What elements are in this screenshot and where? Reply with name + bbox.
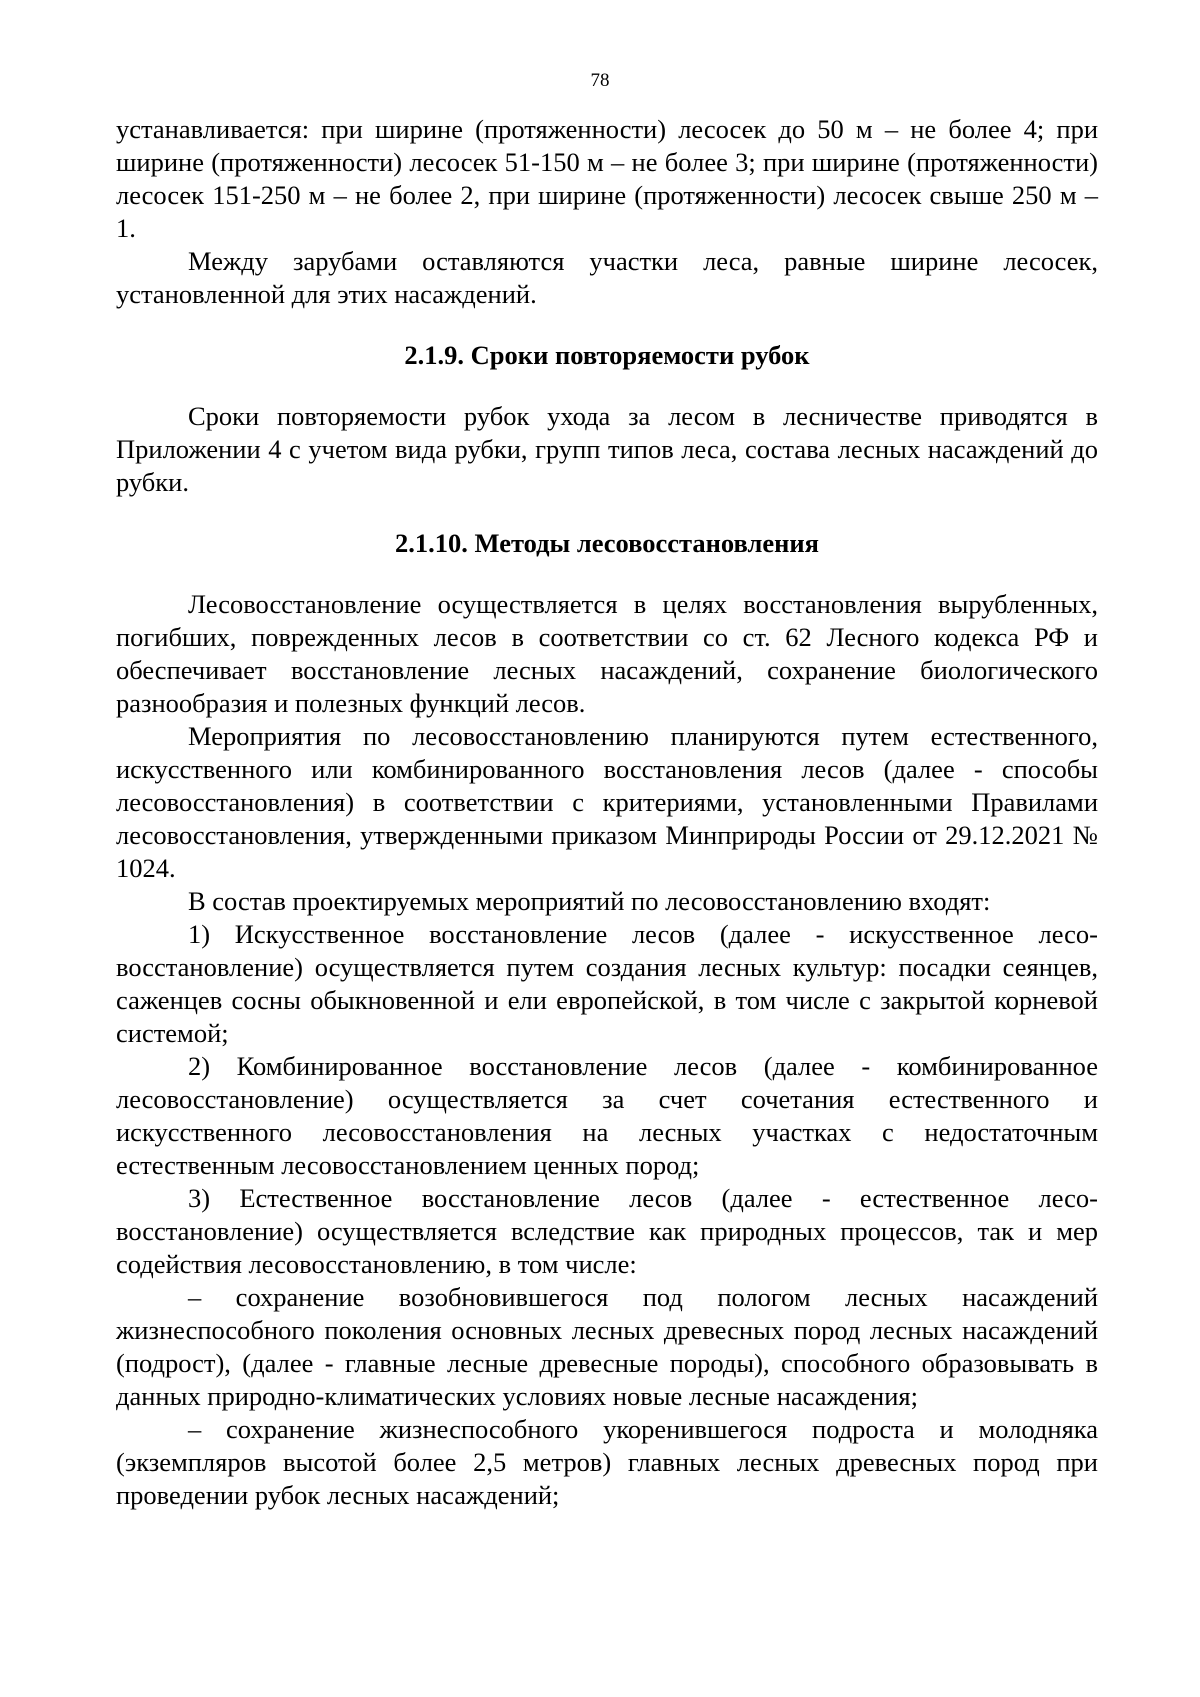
paragraph: В состав проектируемых мероприятий по лесовосстановлению входят: — [188, 886, 991, 916]
paragraph: Мероприятия по лесовосстановлению планируются путем естественного, искусственного или комбинированного восстановления лесов (далее - способы лесовосстановления) в соответствии с критериями, установленными Правилами лесовосстановления, утвержденными приказом Минприроды России от 29.12.2021 № 1024. — [116, 721, 1098, 883]
list-item: 3) Естественное восстановление лесов (далее - естественное лесо-восстановление) осуществляется вследствие как природных процессов, так и мер содействия лесовосстановлению, в том числе: — [116, 1183, 1098, 1279]
paragraph-continued: устанавливается: при ширине (протяженности) лесосек до 50 м – не более 4; при ширине (протяженности) лесосек 51-150 м – не более 3; при ширине (протяженности) лесосек 151-250 м – не более 2, при ширине (протяженности) лесосек свыше 250 м – 1. — [116, 114, 1098, 243]
paragraph: Сроки повторяемости рубок ухода за лесом в лесничестве приводятся в Приложении 4 с учетом вида рубки, групп типов леса, состава лесных насаждений до рубки. — [116, 401, 1098, 497]
section-heading-2-1-10: 2.1.10. Методы лесовосстановления — [395, 528, 819, 558]
page-number: 78 — [590, 70, 610, 91]
document-body — [116, 113, 1098, 1512]
paragraph: Между зарубами оставляются участки леса, равные ширине лесосек, установленной для этих насаждений. — [116, 246, 1098, 309]
list-item: 1) Искусственное восстановление лесов (далее - искусственное лесо-восстановление) осуществляется путем создания лесных культур: посадки сеянцев, саженцев сосны обыкновенной и ели европейской, в том числе с закрытой корневой системой; — [116, 919, 1098, 1048]
dash-list-item: – сохранение жизнеспособного укоренившегося подроста и молодняка (экземпляров высотой более 2,5 метров) главных лесных древесных пород при проведении рубок лесных насаждений; — [116, 1414, 1098, 1510]
list-item: 2) Комбинированное восстановление лесов (далее - комбинированное лесовосстановление) осуществляется за счет сочетания естественного и искусственного лесовосстановления на лесных участках с недостаточным естественным лесовосстановлением ценных пород; — [116, 1051, 1098, 1180]
section-heading-2-1-9: 2.1.9. Сроки повторяемости рубок — [404, 340, 810, 370]
paragraph: Лесовосстановление осуществляется в целях восстановления вырубленных, погибших, поврежденных лесов в соответствии со ст. 62 Лесного кодекса РФ и обеспечивает восстановление лесных насаждений, сохранение биологического разнообразия и полезных функций лесов. — [116, 589, 1098, 718]
dash-list-item: – сохранение возобновившегося под пологом лесных насаждений жизнеспособного поколения основных лесных древесных пород лесных насаждений (подрост), (далее - главные лесные древесные породы), способного образовывать в данных природно-климатических условиях новые лесные насаждения; — [116, 1282, 1098, 1411]
